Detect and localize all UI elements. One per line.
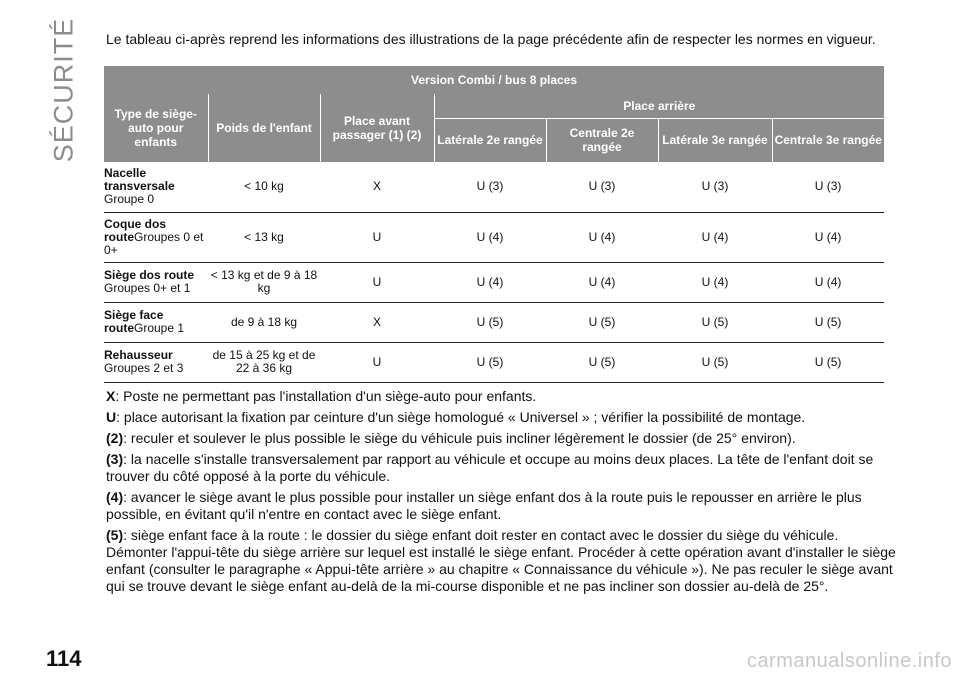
col-header-child-weight: Poids de l'enfant [208,94,320,162]
rear-seat-cell: U (4) [434,212,546,262]
rear-seat-cell: U (4) [546,212,658,262]
rear-seat-cell: U (3) [658,162,772,212]
legend-note [106,409,896,426]
rear-seat-cell: U (5) [546,342,658,382]
weight-cell: de 15 à 25 kg et de 22 à 36 kg [208,342,320,382]
rear-seat-cell: U (5) [658,342,772,382]
front-seat-cell: U [320,342,434,382]
intro-paragraph: Le tableau ci-après reprend les informations des illustrations de la page précédente afin de respecter les normes en vigueur. [106,31,876,47]
weight-cell: < 10 kg [208,162,320,212]
rear-seat-cell: U (5) [658,302,772,342]
col-header-rear: Centrale 2e rangée [546,118,658,162]
child-seat-table [104,66,884,383]
col-header-rear: Latérale 2e rangée [434,118,546,162]
legend-note [106,388,896,405]
table-row [104,212,884,262]
front-seat-cell: U [320,262,434,302]
legend-note [106,451,896,485]
rear-seat-cell: U (5) [434,302,546,342]
rear-seat-cell: U (4) [658,262,772,302]
rear-seat-cell: U (4) [658,212,772,262]
rear-seat-cell: U (4) [546,262,658,302]
front-seat-cell: X [320,162,434,212]
note-key: X [106,388,116,404]
rear-seat-cell: U (5) [546,302,658,342]
col-header-rear: Latérale 3e rangée [658,118,772,162]
note-text: : siège enfant face à la route : le dossier du siège enfant doit rester en contact avec le dossier du siège du véhicule. Démonter l'appui-tête du siège arrière sur lequel est installé le siège enfant. Procéder à cette opération avant d'installer le siège enfant (consulter le paragraphe « Appui-tête arrière » au chapitre « Connaissance du véhicule »). Ne pas reculer le siège avant qui se trouve devant le siège enfant au-delà de la mi-course disponible et ne pas incliner son dossier au-delà de 25°. [106,527,896,594]
seat-type-name: Rehausseur [104,348,173,362]
front-seat-cell: X [320,302,434,342]
seat-group: Groupes 0+ et 1 [104,281,191,295]
rear-seat-cell: U (3) [434,162,546,212]
seat-group: Groupe 1 [134,321,185,335]
rear-seat-cell: U (5) [772,342,884,382]
table-row [104,342,884,382]
page-number: 114 [46,646,82,671]
seat-type-name: Siège dos route [104,268,195,282]
rear-seat-header: Place arrière [434,94,884,118]
seat-type-cell [104,212,208,262]
section-side-tab [44,17,84,163]
rear-seat-cell: U (4) [772,262,884,302]
seat-group: Groupes 2 et 3 [104,361,184,375]
section-title: SÉCURITÉ [48,17,79,163]
note-text: : reculer et soulever le plus possible le siège du véhicule puis incliner légèrement le dossier (de 25° environ). [123,430,796,446]
rear-seat-cell: U (3) [772,162,884,212]
table-row [104,162,884,212]
legend-note [106,430,896,447]
col-header-front-passenger: Place avant passager (1) (2) [320,94,434,162]
rear-seat-cell: U (3) [546,162,658,212]
table-row [104,302,884,342]
rear-seat-cell: U (4) [772,212,884,262]
weight-cell: < 13 kg [208,212,320,262]
seat-group: Groupe 0 [104,192,155,207]
version-header: Version Combi / bus 8 places [104,66,884,94]
weight-cell: < 13 kg et de 9 à 18 kg [208,262,320,302]
note-key: U [106,409,117,425]
note-text: : la nacelle s'installe transversalement par rapport au véhicule et occupe au moins deux places. La tête de l'enfant doit se trouver du côté opposé à la porte du véhicule. [106,451,874,484]
weight-cell: de 9 à 18 kg [208,302,320,342]
note-key: (5) [106,527,124,543]
seat-type-cell [104,262,208,302]
seat-group: Groupes 0 et 0+ [104,229,204,257]
col-header-seat-type: Type de siège-auto pour enfants [104,94,208,162]
seat-type-name: Coque dos route [104,216,166,244]
legend-note [106,489,896,523]
seat-type-name: Nacelle transversale [104,166,175,194]
note-key: (4) [106,489,124,505]
rear-seat-cell: U (5) [434,342,546,382]
seat-type-cell [104,302,208,342]
note-text: : avancer le siège avant le plus possible pour installer un siège enfant dos à la route puis le repousser en arrière le plus possible, en évitant qu'il n'entre en contact avec le siège enfant. [106,489,862,522]
note-text: : Poste ne permettant pas l'installation d'un siège-auto pour enfants. [115,388,537,404]
note-text: : place autorisant la fixation par ceinture d'un siège homologué « Universel » ; vérifier la possibilité de montage. [116,409,806,425]
legend-notes [106,388,896,599]
rear-seat-cell: U (5) [772,302,884,342]
table-row [104,262,884,302]
legend-note [106,527,896,595]
col-header-rear: Centrale 3e rangée [772,118,884,162]
seat-type-name: Siège face route [104,308,164,335]
seat-type-cell [104,342,208,382]
rear-seat-cell: U (4) [434,262,546,302]
watermark: carmanualsonline.info [746,650,952,672]
seat-type-cell [104,162,208,212]
front-seat-cell: U [320,212,434,262]
note-key: (3) [106,451,124,467]
note-key: (2) [106,430,124,446]
